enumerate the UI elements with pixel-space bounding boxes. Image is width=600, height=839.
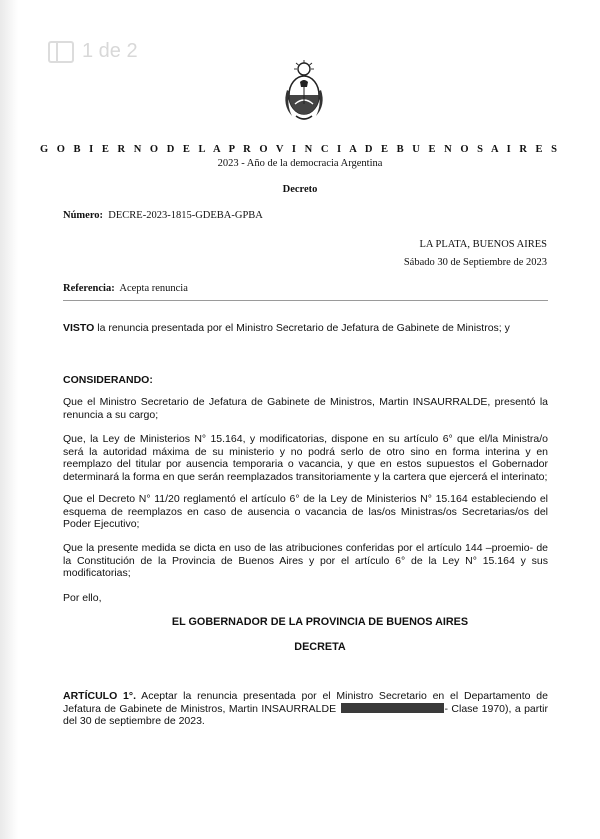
visto-paragraph <box>63 322 548 335</box>
reference-label: Referencia: <box>63 283 115 294</box>
reference-value: Acepta renuncia <box>119 283 188 294</box>
place: LA PLATA, BUENOS AIRES <box>419 239 547 250</box>
document-number <box>63 210 263 221</box>
visto-text: la renuncia presentada por el Ministro Secretario de Jefatura de Gabinete de Ministros; y <box>94 322 510 334</box>
considerando-heading: CONSIDERANDO: <box>63 374 153 386</box>
number-value: DECRE-2023-1815-GDEBA-GPBA <box>108 210 263 221</box>
pages-icon <box>48 41 74 63</box>
por-ello: Por ello, <box>63 592 102 604</box>
paragraph-2: Que, la Ley de Ministerios N° 15.164, y modificatorias, dispone en su artículo 6° que el/la Ministra/o será la autoridad máxima de su ministerio y no podrá serlo de otro sino en forma interina y en reemplazo del titular por ausencia temporaria o vacancia, y que en estos supuestos el Gobernador determinará la forma en que serán reemplazados transitoriamente y la cartera que ejercerá el interinato; <box>63 433 548 483</box>
coat-of-arms-icon <box>282 60 326 124</box>
decreta-heading: DECRETA <box>294 641 346 653</box>
divider <box>63 300 548 301</box>
redaction-block <box>341 703 444 713</box>
government-title: G O B I E R N O D E L A P R O V I N C I A D E B U E N O S A I R E S <box>39 144 561 155</box>
articulo-1-text: Aceptar la renuncia presentada por el Ministro Secretario en el Departamento de Jefatura de Gabinete de Ministros, Martin INSAURRALDE <box>63 690 548 715</box>
paragraph-1: Que el Ministro Secretario de Jefatura de Gabinete de Ministros, Martin INSAURRALDE, presentó la renuncia a su cargo; <box>63 396 548 421</box>
articulo-1 <box>63 690 548 728</box>
paragraph-3: Que el Decreto N° 11/20 reglamentó el artículo 6° de la Ley de Ministerios N° 15.164 estableciendo el esquema de reemplazos en caso de ausencia o vacancia de las/os Ministras/os Secretarias/os del Poder Ejecutivo; <box>63 493 548 531</box>
paragraph-4: Que la presente medida se dicta en uso de las atribuciones conferidas por el artículo 144 –proemio- de la Constitución de la Provincia de Buenos Aires y por el artículo 6° de la Ley N° 15.164 y sus modificatorias; <box>63 542 548 580</box>
document-type: Decreto <box>282 184 318 195</box>
articulo-1-text-end: - Clase 1970), a partir del 30 de septiembre de 2023. <box>63 702 548 728</box>
number-label: Número: <box>63 210 104 221</box>
visto-label: VISTO <box>63 322 95 334</box>
page-indicator-text: 1 de 2 <box>82 40 138 62</box>
governor-heading: EL GOBERNADOR DE LA PROVINCIA DE BUENOS AIRES <box>171 616 469 628</box>
year-motto: 2023 - Año de la democracia Argentina <box>217 158 383 169</box>
page-shadow <box>0 0 18 839</box>
articulo-1-label: ARTÍCULO 1°. <box>63 690 136 702</box>
reference <box>63 283 188 294</box>
page-indicator <box>48 40 138 63</box>
date: Sábado 30 de Septiembre de 2023 <box>403 257 547 268</box>
